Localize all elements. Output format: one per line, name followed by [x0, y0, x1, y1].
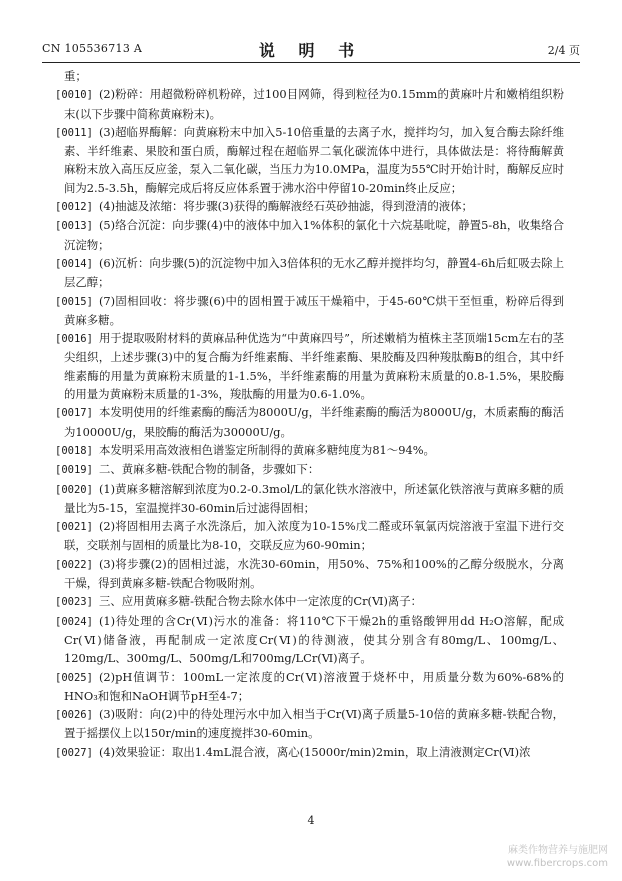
paragraph — [55, 216, 564, 254]
paragraph-number: [0024] — [55, 615, 93, 628]
paragraph-text: (4)效果验证：取出1.4mL混合液，离心(15000r/min)2min，取上清液测定Cr(Ⅵ)浓 — [98, 744, 531, 759]
lead-text: 重； — [64, 69, 87, 83]
paragraph-number: [0023] — [55, 596, 93, 609]
paragraph — [55, 292, 564, 330]
paragraph — [55, 480, 564, 518]
paragraph — [55, 197, 564, 216]
paragraph-text: (1)待处理的含Cr(Ⅵ)污水的准备：将110℃下干燥2h的重铬酸钾用dd H₂O溶解，配成Cr(Ⅵ)储备液，再配制成一定浓度Cr(Ⅵ)的待测液，使其分别含有80mg/L、100mg/L、120mg/L、300mg/L、500mg/L和700mg/LCr(Ⅵ)离子。 — [64, 613, 564, 666]
paragraph-number: [0017] — [55, 407, 93, 420]
paragraph — [55, 668, 564, 706]
paragraph — [55, 705, 564, 743]
paragraph-number: [0020] — [55, 483, 93, 496]
paragraph — [55, 329, 564, 403]
paragraph-number: [0016] — [55, 333, 93, 346]
paragraph-number: [0025] — [55, 671, 93, 684]
paragraph-number: [0018] — [55, 444, 93, 457]
paragraph — [55, 612, 564, 668]
paragraph-text: 用于提取吸附材料的黄麻品种优选为“中黄麻四号”，所述嫩梢为植株主茎顶端15cm左右的茎尖组织，上述步骤(3)中的复合酶为纤维素酶、半纤维素酶、果胶酶及四种羧肽酶B的组合，其中纤维素酶的用量为黄麻粉末质量的1-1.5%，半纤维素酶的用量为黄麻粉末质量的0.8-1.5%，果胶酶的用量为黄麻粉末质量的1-3%，羧肽酶的用量为0.6-1.0%。 — [64, 331, 564, 402]
paragraph — [55, 555, 564, 593]
paragraph-number: [0027] — [55, 746, 93, 759]
paragraph-number: [0010] — [55, 89, 93, 102]
paragraph-text: (7)固相回收：将步骤(6)中的固相置于减压干燥箱中，于45-60℃烘干至恒重，粉碎后得到黄麻多糖。 — [64, 293, 564, 327]
paragraph-text: (2)pH值调节：100mL一定浓度的Cr(Ⅵ)溶液置于烧杯中，用质量分数为60%-68%的HNO₃和饱和NaOH调节pH至4-7； — [64, 669, 564, 703]
paragraph-number: [0021] — [55, 521, 93, 534]
paragraph-number: [0019] — [55, 464, 93, 477]
paragraph-text: (3)超临界酶解：向黄麻粉末中加入5-10倍重量的去离子水，搅拌均匀，加入复合酶去除纤维素、半纤维素、果胶和蛋白质，酶解过程在超临界二氧化碳流体中进行，具体做法是：将待酶解黄麻粉末放入高压反应釜，泵入二氧化碳，当压力为10.0MPa，温度为55℃时开始计时，酶解反应时间为2.5-3.5h，酶解完成后将反应体系置于沸水浴中停留10-20min终止反应； — [64, 124, 564, 195]
paragraph — [55, 592, 564, 611]
paragraph-number: [0012] — [55, 201, 93, 214]
page-header — [42, 38, 580, 63]
watermark-url: www.fibercrops.com — [506, 858, 608, 869]
paragraph-text: (3)将步骤(2)的固相过滤，水洗30-60min，用50%、75%和100%的乙醇分级脱水，分离干燥，得到黄麻多糖-铁配合物吸附剂。 — [64, 556, 564, 591]
paragraph-text: (4)抽滤及浓缩：将步骤(3)获得的酶解液经石英砂抽滤，得到澄清的液体； — [98, 199, 473, 214]
paragraph — [55, 743, 564, 762]
watermark-site-name: 麻类作物营养与施肥网 — [508, 845, 608, 856]
paragraph-text: (3)吸附：向(2)中的待处理污水中加入相当于Cr(Ⅵ)离子质量5-10倍的黄麻多糖-铁配合物，置于摇摆仪上以150r/min的速度搅拌30-60min。 — [64, 707, 564, 741]
paragraph — [55, 460, 564, 479]
paragraph-number: [0015] — [55, 295, 93, 308]
document-title: 说 明 书 — [258, 41, 364, 60]
paragraph-number: [0011] — [55, 126, 93, 139]
paragraph-number: [0022] — [55, 558, 93, 571]
paragraph-number: [0013] — [55, 220, 93, 233]
paragraph-text: (2)将固相用去离子水洗涤后，加入浓度为10-15%戊二醛或环氧氯丙烷溶液于室温下进行交联，交联剂与固相的质量比为8-10，交联反应为60-90min； — [64, 519, 564, 553]
paragraph — [55, 85, 564, 123]
page-number: 4 — [307, 814, 315, 827]
paragraph-number: [0026] — [55, 709, 93, 722]
paragraph-text: (5)络合沉淀：向步骤(4)中的液体中加入1%体积的氯化十六烷基吡啶，静置5-8h，收集络合沉淀物； — [64, 218, 564, 252]
paragraph-number: [0014] — [55, 257, 93, 270]
paragraph-text: (1)黄麻多糖溶解到浓度为0.2-0.3mol/L的氯化铁水溶液中，所述氯化铁溶液与黄麻多糖的质量比为5-15，室温搅拌30-60min后过滤得固相； — [64, 481, 564, 515]
paragraph-text: (2)粉碎：用超微粉碎机粉碎，过100目网筛，得到粒径为0.15mm的黄麻叶片和嫩梢组织粉末(以下步骤中简称黄麻粉末)。 — [64, 87, 564, 121]
watermark — [507, 844, 608, 870]
paragraph-text: 三、应用黄麻多糖-铁配合物去除水体中一定浓度的Cr(Ⅵ)离子： — [98, 594, 423, 609]
paragraph — [55, 254, 564, 292]
paragraph — [55, 441, 564, 460]
page-indicator: 2/4 页 — [547, 44, 580, 57]
paragraph-text: 本发明采用高效液相色谱鉴定所制得的黄麻多糖纯度为81～94%。 — [98, 442, 435, 457]
paragraph-text: (6)沉析：向步骤(5)的沉淀物中加入3倍体积的无水乙醇并搅拌均匀，静置4-6h后虹吸去除上层乙醇； — [64, 255, 564, 290]
paragraph — [55, 403, 564, 441]
document-body — [55, 67, 564, 762]
paragraph-text: 二、黄麻多糖-铁配合物的制备，步骤如下： — [98, 462, 320, 477]
paragraph — [55, 123, 564, 197]
patent-number: CN 105536713 A — [42, 42, 143, 55]
paragraph-text: 本发明使用的纤维素酶的酶活为8000U/g，半纤维素酶的酶活为8000U/g，木质素酶的酶活为10000U/g，果胶酶的酶活为30000U/g。 — [64, 405, 564, 439]
paragraph — [55, 517, 564, 555]
